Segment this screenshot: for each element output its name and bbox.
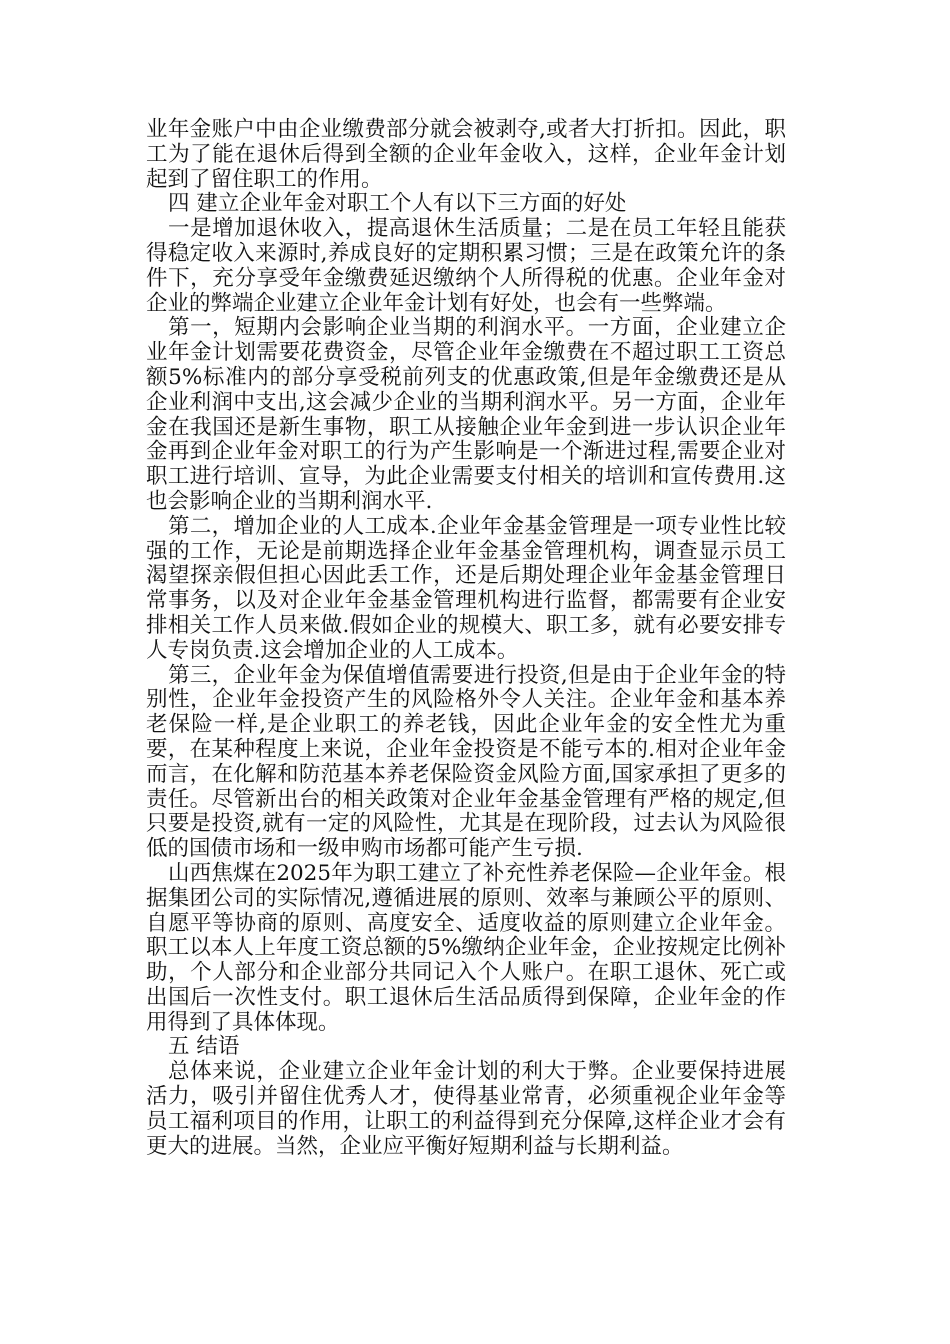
paragraph-shanxi-case: 山西焦煤在2025年为职工建立了补充性养老保险—企业年金。根据集团公司的实际情况,遵循进展的原则、效率与兼顾公平的原则、自愿平等协商的原则、高度安全、适度收益的原则建立企业年金。职工以本人上年度工资总额的5%缴纳企业年金，企业按规定比例补助，个人部分和企业部分共同记入个人账户。在职工退休、死亡或出国后一次性支付。职工退休后生活品质得到保障，企业年金的作用得到了具体体现。 [146, 860, 786, 1035]
paragraph-third-drawback: 第三，企业年金为保值增值需要进行投资,但是由于企业年金的特别性，企业年金投资产生的风险格外令人关注。企业年金和基本养老保险一样,是企业职工的养老钱，因此企业年金的安全性尤为重要，在某种程度上来说，企业年金投资是不能亏本的.相对企业年金而言，在化解和防范基本养老保险资金风险方面,国家承担了更多的责任。尽管新出台的相关政策对企业年金基金管理有严格的规定,但只要是投资,就有一定的风险性，尤其是在现阶段，过去认为风险很低的国债市场和一级申购市场都可能产生亏损. [146, 662, 786, 862]
section-heading-five: 五 结语 [168, 1034, 240, 1060]
paragraph-first-drawback: 第一，短期内会影响企业当期的利润水平。一方面，企业建立企业年金计划需要花费资金，尽管企业年金缴费在不超过职工工资总额5%标准内的部分享受税前列支的优惠政策,但是年金缴费还是从企业利润中支出,这会减少企业的当期利润水平。另一方面，企业年金在我国还是新生事物，职工从接触企业年金到进一步认识企业年金再到企业年金对职工的行为产生影响是一个渐进过程,需要企业对职工进行培训、宣导，为此企业需要支付相关的培训和宣传费用.这也会影响企业的当期利润水平. [146, 315, 786, 514]
document-body [146, 118, 786, 1159]
section-heading-four: 四 建立企业年金对职工个人有以下三方面的好处 [168, 191, 627, 217]
paragraph-benefits: 一是增加退休收入，提高退休生活质量；二是在员工年轻且能获得稳定收入来源时,养成良好的定期积累习惯；三是在政策允许的条件下，充分享受年金缴费延迟缴纳个人所得税的优惠。企业年金对企业的弊端企业建立企业年金计划有好处，也会有一些弊端。 [146, 216, 786, 316]
paragraph-second-drawback: 第二，增加企业的人工成本.企业年金基金管理是一项专业性比较强的工作，无论是前期选择企业年金基金管理机构，调查显示员工渴望探亲假但担心因此丢工作，还是后期处理企业年金基金管理日常事务，以及对企业年金基金管理机构进行监督，都需要有企业安排相关工作人员来做.假如企业的规模大、职工多，就有必要安排专人专岗负责.这会增加企业的人工成本。 [146, 513, 786, 663]
paragraph-conclusion: 总体来说，企业建立企业年金计划的利大于弊。企业要保持进展活力，吸引并留住优秀人才，使得基业常青，必须重视企业年金等员工福利项目的作用，让职工的利益得到充分保障,这样企业才会有更大的进展。当然，企业应平衡好短期利益与长期利益。 [146, 1059, 786, 1159]
paragraph-continuation: 业年金账户中由企业缴费部分就会被剥夺,或者大打折扣。因此，职工为了能在退休后得到全额的企业年金收入，这样，企业年金计划起到了留住职工的作用。 [146, 117, 786, 192]
